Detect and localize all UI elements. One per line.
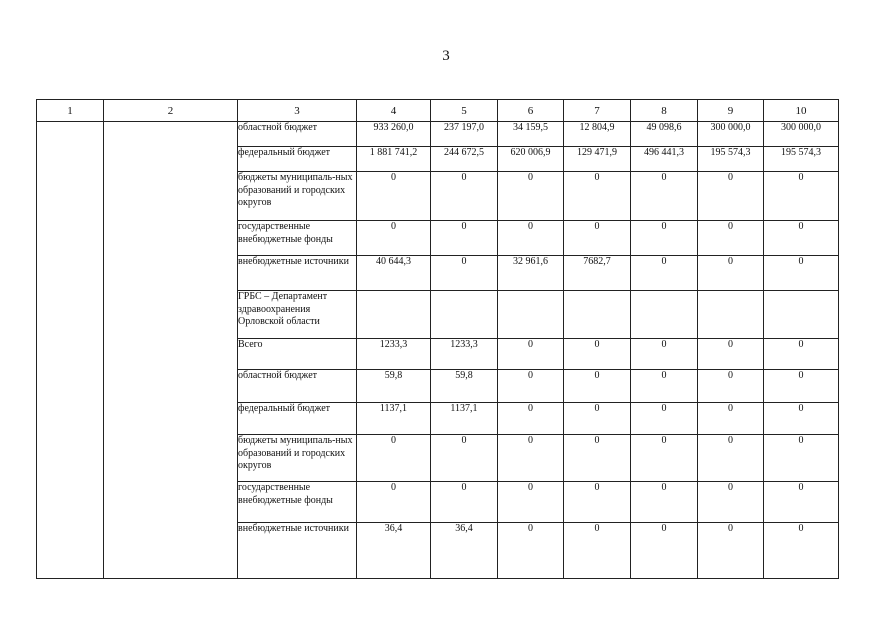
value-cell	[764, 291, 839, 339]
value-cell: 0	[764, 403, 839, 435]
value-cell: 0	[631, 172, 698, 221]
value-cell: 244 672,5	[431, 147, 498, 172]
value-cell	[698, 291, 764, 339]
value-cell: 0	[564, 172, 631, 221]
value-cell: 0	[431, 172, 498, 221]
header-cell: 10	[764, 100, 839, 122]
value-cell: 32 961,6	[498, 256, 564, 291]
value-cell: 0	[631, 435, 698, 482]
header-cell: 8	[631, 100, 698, 122]
value-cell: 0	[698, 403, 764, 435]
row-label: областной бюджет	[238, 370, 357, 403]
value-cell: 0	[498, 403, 564, 435]
value-cell: 300 000,0	[764, 122, 839, 147]
row-label: внебюджетные источники	[238, 256, 357, 291]
row-label: областной бюджет	[238, 122, 357, 147]
value-cell: 0	[698, 256, 764, 291]
header-cell: 4	[357, 100, 431, 122]
value-cell: 0	[631, 403, 698, 435]
value-cell: 0	[431, 482, 498, 523]
header-cell: 1	[37, 100, 104, 122]
row-label: государственные внебюджетные фонды	[238, 482, 357, 523]
table-row	[37, 122, 839, 147]
value-cell: 0	[631, 370, 698, 403]
value-cell	[431, 291, 498, 339]
row-label: бюджеты муниципаль-ных образований и городских округов	[238, 435, 357, 482]
value-cell	[564, 291, 631, 339]
value-cell: 0	[764, 370, 839, 403]
value-cell: 0	[698, 435, 764, 482]
value-cell: 40 644,3	[357, 256, 431, 291]
value-cell: 0	[764, 435, 839, 482]
value-cell: 0	[357, 172, 431, 221]
value-cell: 0	[357, 221, 431, 256]
value-cell: 0	[564, 339, 631, 370]
value-cell: 0	[498, 523, 564, 579]
value-cell: 0	[698, 339, 764, 370]
column-2-cell	[104, 122, 238, 579]
value-cell: 0	[498, 221, 564, 256]
value-cell: 0	[498, 370, 564, 403]
value-cell	[357, 291, 431, 339]
header-cell: 6	[498, 100, 564, 122]
header-cell: 9	[698, 100, 764, 122]
value-cell: 0	[631, 523, 698, 579]
value-cell: 49 098,6	[631, 122, 698, 147]
value-cell	[498, 291, 564, 339]
value-cell: 0	[764, 221, 839, 256]
value-cell: 0	[498, 172, 564, 221]
value-cell: 0	[431, 256, 498, 291]
row-label: государственные внебюджетные фонды	[238, 221, 357, 256]
value-cell: 7682,7	[564, 256, 631, 291]
value-cell: 1137,1	[431, 403, 498, 435]
value-cell: 0	[631, 256, 698, 291]
value-cell: 1233,3	[431, 339, 498, 370]
value-cell: 0	[564, 221, 631, 256]
value-cell: 0	[357, 435, 431, 482]
value-cell: 1 881 741,2	[357, 147, 431, 172]
value-cell: 0	[564, 482, 631, 523]
header-cell: 3	[238, 100, 357, 122]
value-cell: 0	[764, 523, 839, 579]
value-cell: 195 574,3	[764, 147, 839, 172]
header-cell: 5	[431, 100, 498, 122]
value-cell: 300 000,0	[698, 122, 764, 147]
header-cell: 2	[104, 100, 238, 122]
value-cell: 36,4	[431, 523, 498, 579]
value-cell: 0	[764, 482, 839, 523]
row-label: бюджеты муниципаль-ных образований и городских округов	[238, 172, 357, 221]
row-label: Всего	[238, 339, 357, 370]
value-cell: 0	[698, 523, 764, 579]
value-cell: 0	[357, 482, 431, 523]
column-1-cell	[37, 122, 104, 579]
row-label: федеральный бюджет	[238, 147, 357, 172]
value-cell: 0	[564, 523, 631, 579]
value-cell: 59,8	[357, 370, 431, 403]
budget-table	[36, 99, 839, 579]
value-cell: 496 441,3	[631, 147, 698, 172]
value-cell: 0	[498, 339, 564, 370]
value-cell: 0	[498, 482, 564, 523]
value-cell: 0	[764, 172, 839, 221]
value-cell: 0	[631, 339, 698, 370]
value-cell: 0	[431, 435, 498, 482]
value-cell: 1233,3	[357, 339, 431, 370]
value-cell: 0	[698, 482, 764, 523]
value-cell: 36,4	[357, 523, 431, 579]
value-cell: 0	[698, 221, 764, 256]
value-cell: 0	[564, 370, 631, 403]
value-cell: 0	[498, 435, 564, 482]
value-cell: 933 260,0	[357, 122, 431, 147]
row-label: федеральный бюджет	[238, 403, 357, 435]
value-cell: 237 197,0	[431, 122, 498, 147]
value-cell: 1137,1	[357, 403, 431, 435]
value-cell: 129 471,9	[564, 147, 631, 172]
value-cell: 0	[698, 172, 764, 221]
value-cell: 0	[631, 221, 698, 256]
value-cell: 0	[564, 403, 631, 435]
value-cell: 195 574,3	[698, 147, 764, 172]
value-cell: 0	[564, 435, 631, 482]
value-cell: 12 804,9	[564, 122, 631, 147]
value-cell: 0	[431, 221, 498, 256]
value-cell: 59,8	[431, 370, 498, 403]
page-number: 3	[442, 48, 450, 64]
value-cell: 0	[698, 370, 764, 403]
value-cell: 0	[631, 482, 698, 523]
value-cell: 0	[764, 256, 839, 291]
header-row	[37, 100, 839, 122]
value-cell	[631, 291, 698, 339]
value-cell: 620 006,9	[498, 147, 564, 172]
header-cell: 7	[564, 100, 631, 122]
value-cell: 0	[764, 339, 839, 370]
row-label: ГРБС – Департамент здравоохранения Орловской области	[238, 291, 357, 339]
row-label: внебюджетные источники	[238, 523, 357, 579]
value-cell: 34 159,5	[498, 122, 564, 147]
